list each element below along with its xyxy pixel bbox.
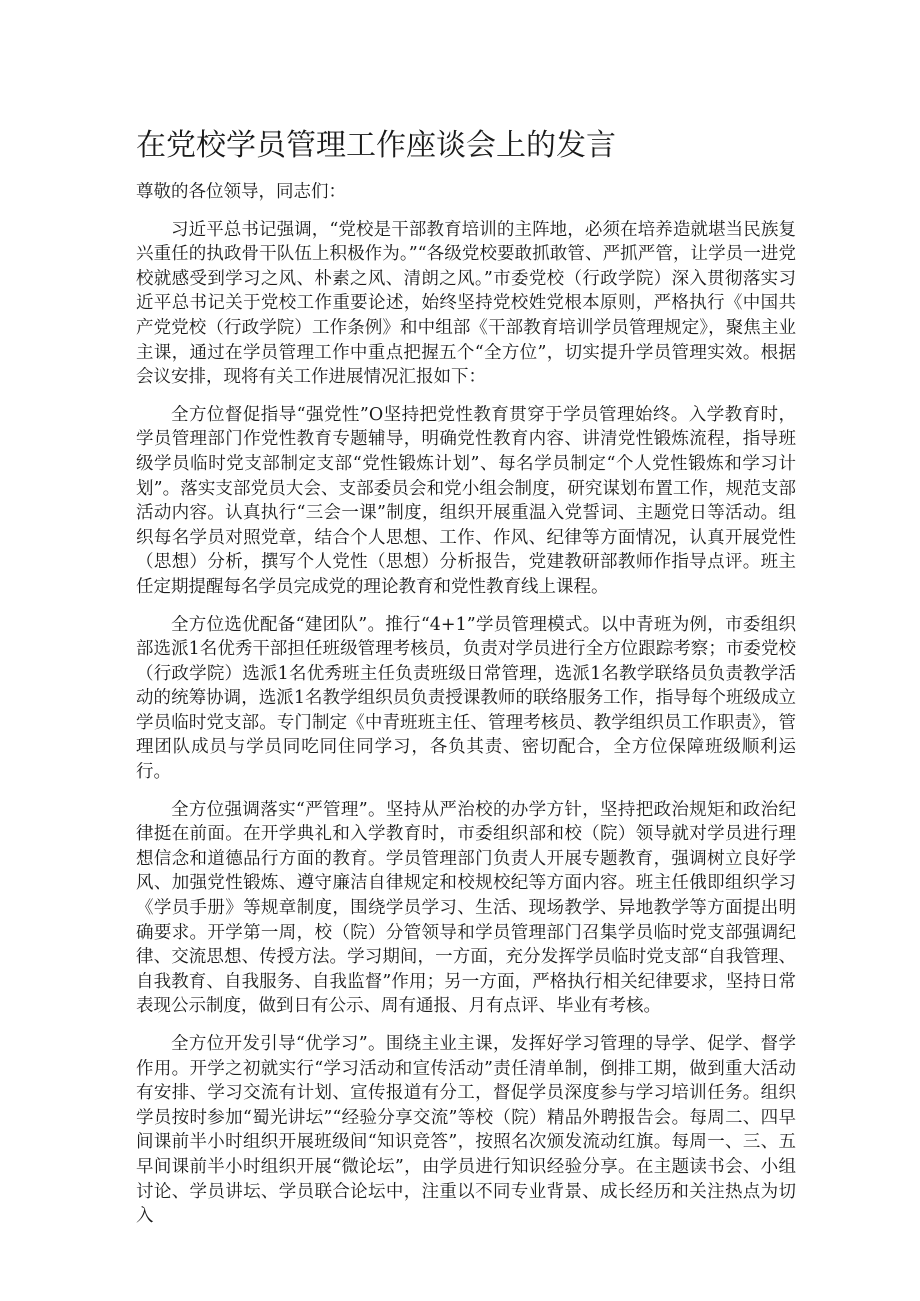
- paragraph-strict-management: 全方位强调落实“严管理”。坚持从严治校的办学方针，坚持把政治规矩和政治纪律挺在前面。在开学典礼和入学教育时，市委组织部和校（院）领导就对学员进行理想信念和道德品行方面的教育。学员管理部门负责人开展专题教育，强调树立良好学风、加强党性锻炼、遵守廉洁自律规定和校规校纪等方面内容。班主任俄即组织学习《学员手册》等规章制度，围绕学员学习、生活、现场教学、异地教学等方面提出明确要求。开学第一周，校（院）分管领导和学员管理部门召集学员临时党支部强调纪律、交流思想、传授方法。学习期间，一方面，充分发挥学员临时党支部“自我管理、自我教育、自我服务、自我监督”作用；另一方面，严格执行相关纪律要求，坚持日常表现公示制度，做到日有公示、周有通报、月有点评、毕业有考核。: [136, 799, 796, 1017]
- document-body: [136, 180, 796, 1242]
- document-title: 在党校学员管理工作座谈会上的发言: [136, 128, 616, 163]
- paragraph-intro: 习近平总书记强调，“党校是干部教育培训的主阵地，必须在培养造就堪当民族复兴重任的执政骨干队伍上积极作为。”“各级党校要敢抓敢管、严抓严管，让学员一进党校就感受到学习之风、朴素之风、清朗之风。”市委党校（行政学院）深入贯彻落实习近平总书记关于党校工作重要论述，始终坚持党校姓党根本原则，严格执行《中国共产党党校（行政学院）工作条例》和中组部《干部教育培训学员管理规定》，聚焦主业主课，通过在学员管理工作中重点把握五个“全方位”，切实提升学员管理实效。根据会议安排，现将有关工作进展情况汇报如下：: [136, 219, 796, 388]
- salutation: 尊敬的各位领导，同志们：: [136, 182, 346, 202]
- paragraph-party-spirit: 全方位督促指导“强党性”O坚持把党性教育贯穿于学员管理始终。入学教育时，学员管理部门作党性教育专题辅导，明确党性教育内容、讲清党性锻炼流程，指导班级学员临时党支部制定支部“党性锻炼计划”、每名学员制定“个人党性锻炼和学习计划”。落实支部党员大会、支部委员会和党小组会制度，研究谋划布置工作，规范支部活动内容。认真执行“三会一课”制度，组织开展重温入党誓词、主题党日等活动。组织每名学员对照党章，结合个人思想、工作、作风、纪律等方面情况，认真开展党性（思想）分析，撰写个人党性（思想）分析报告，党建教研部教师作指导点评。班主任定期提醒每名学员完成党的理论教育和党性教育线上课程。: [136, 404, 796, 597]
- paragraph-team-building: 全方位选优配备“建团队”。推行“4+1”学员管理模式。以中青班为例，市委组织部选派1名优秀干部担任班级管理考核员，负责对学员进行全方位跟踪考察；市委党校（行政学院）选派1名优秀班主任负责班级日常管理，选派1名教学联络员负责教学活动的统筹协调，选派1名教学组织员负责授课教师的联络服务工作，指导每个班级成立学员临时党支部。专门制定《中青班班主任、管理考核员、教学组织员工作职责》，管理团队成员与学员同吃同住同学习，各负其责、密切配合，全方位保障班级顺利运行。: [136, 614, 796, 783]
- paragraph-learning: 全方位开发引导“优学习”。围绕主业主课，发挥好学习管理的导学、促学、督学作用。开学之初就实行“学习活动和宣传活动”责任清单制，倒排工期，做到重大活动有安排、学习交流有计划、宣传报道有分工，督促学员深度参与学习培训任务。组织学员按时参加“蜀光讲坛”“经验分享交流”等校（院）精品外聘报告会。每周二、四早间课前半小时组织开展班级间“知识竞答”，按照名次颁发流动红旗。每周一、三、五早间课前半小时组织开展“微论坛”，由学员进行知识经验分享。在主题读书会、小组讨论、学员讲坛、学员联合论坛中，注重以不同专业背景、成长经历和关注热点为切入: [136, 1034, 796, 1227]
